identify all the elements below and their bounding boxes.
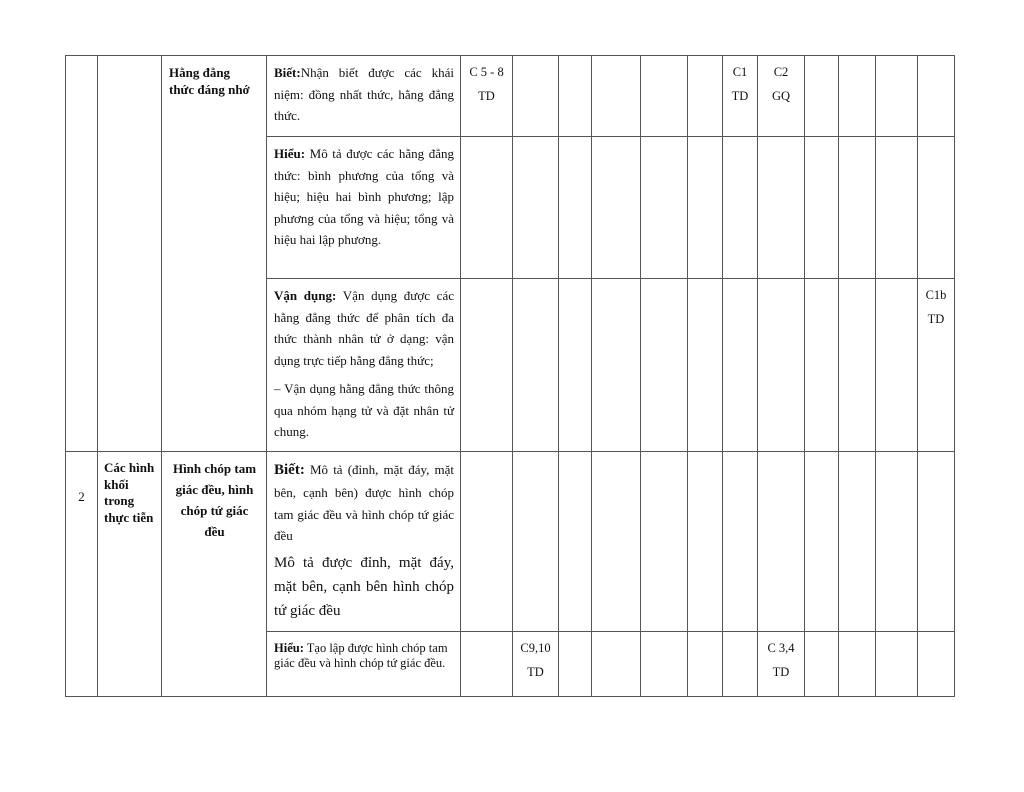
- mark-cell: [461, 452, 513, 632]
- mark-cell: [876, 279, 918, 452]
- topic-cell: [162, 56, 267, 452]
- mark-cell: [758, 632, 805, 697]
- mark-cell: [461, 56, 513, 137]
- chapter-cell: [98, 452, 162, 697]
- mark-type: TD: [731, 89, 749, 103]
- mark-cell: [592, 632, 641, 697]
- mark-cell: [918, 137, 955, 279]
- topic-line-2: thức đáng nhớ: [169, 82, 250, 97]
- content-cell: [267, 137, 461, 279]
- topic-line-1: [169, 64, 260, 81]
- mark-cell: [513, 452, 559, 632]
- mark-type: TD: [478, 89, 495, 103]
- mark-cell: [513, 137, 559, 279]
- content-cell: [267, 279, 461, 452]
- mark-cell: [688, 56, 723, 137]
- row-number-cell: [66, 56, 98, 452]
- chapter-cell: [98, 56, 162, 452]
- chapter-title: Các hình khối trong thực tiễn: [104, 460, 155, 525]
- content-text: Mô tả được các hằng đẳng thức: bình phương của tổng và hiệu; hiệu hai bình phương; lập phương của tổng và hiệu; tổng và hiệu hai lập phương.: [274, 146, 454, 247]
- mark-code: C2: [773, 65, 789, 79]
- mark-cell: [918, 56, 955, 137]
- content-cell: [267, 452, 461, 632]
- content-text-2: – Vận dụng hằng đẳng thức thông qua nhóm hạng tử và đặt nhân tử chung.: [274, 381, 454, 439]
- mark-cell: [876, 452, 918, 632]
- table-row: [66, 56, 955, 137]
- mark-cell: [805, 632, 839, 697]
- row-number: 2: [78, 489, 85, 504]
- mark-cell: [559, 632, 592, 697]
- mark-cell: [758, 137, 805, 279]
- mark-cell: [461, 279, 513, 452]
- mark-cell: [592, 452, 641, 632]
- assessment-matrix-table: [65, 55, 955, 697]
- mark-cell: [592, 56, 641, 137]
- content-cell: [267, 56, 461, 137]
- content-text: Mô tả (đỉnh, mặt đáy, mặt bên, cạnh bên) được hình chóp tam giác đều và hình chóp tứ giác đều: [274, 462, 455, 543]
- mark-cell: [839, 632, 876, 697]
- mark-type: TD: [927, 312, 945, 326]
- mark-cell: [723, 279, 758, 452]
- mark-cell: [641, 279, 688, 452]
- content-text-2: Mô tả được đỉnh, mặt đáy, mặt bên, cạnh bên hình chóp tứ giác đều: [274, 554, 454, 619]
- mark-cell: [723, 632, 758, 697]
- level-label: Hiểu:: [274, 641, 304, 655]
- mark-cell: [641, 632, 688, 697]
- mark-cell: [688, 632, 723, 697]
- mark-cell: [688, 452, 723, 632]
- mark-code: C 5 - 8: [469, 65, 504, 79]
- mark-cell: [876, 137, 918, 279]
- mark-cell: [461, 632, 513, 697]
- level-label: Biết:: [274, 65, 301, 80]
- mark-type: GQ: [771, 89, 791, 103]
- mark-cell: [559, 137, 592, 279]
- level-label: Hiểu:: [274, 146, 306, 161]
- mark-cell: [641, 137, 688, 279]
- mark-cell: [559, 56, 592, 137]
- mark-cell: [805, 56, 839, 137]
- mark-type: TD: [772, 665, 790, 679]
- mark-cell: [559, 279, 592, 452]
- topic-cell: [162, 452, 267, 697]
- mark-cell: [839, 56, 876, 137]
- mark-cell: [876, 632, 918, 697]
- mark-cell: [641, 452, 688, 632]
- mark-cell: [592, 137, 641, 279]
- mark-cell: [839, 137, 876, 279]
- mark-cell: [592, 279, 641, 452]
- level-label: Biết:: [274, 462, 305, 478]
- content-cell: [267, 632, 461, 697]
- mark-cell: [513, 632, 559, 697]
- mark-cell: [758, 56, 805, 137]
- table-row: [66, 452, 955, 632]
- mark-type: TD: [527, 665, 544, 679]
- mark-cell: [805, 452, 839, 632]
- mark-cell: [839, 452, 876, 632]
- mark-code: C9,10: [520, 641, 551, 655]
- mark-code: C1b: [925, 288, 947, 302]
- mark-code: C 3,4: [767, 641, 795, 655]
- content-text: Vận dụng được các hằng đẳng thức để phân tích đa thức thành nhân tử ở dạng: vận dụng trực tiếp hằng đẳng thức;: [274, 288, 454, 368]
- mark-cell: [758, 452, 805, 632]
- topic-line-1-text: Hằng đẳng: [169, 65, 231, 80]
- mark-cell: [513, 279, 559, 452]
- mark-cell: [758, 279, 805, 452]
- mark-cell: [805, 137, 839, 279]
- content-text: Tạo lập được hình chóp tam giác đều và hình chóp tứ giác đều.: [274, 641, 448, 670]
- mark-cell: [876, 56, 918, 137]
- mark-cell: [918, 632, 955, 697]
- mark-cell: [839, 279, 876, 452]
- mark-cell: [461, 137, 513, 279]
- mark-cell: [688, 137, 723, 279]
- mark-cell: [918, 452, 955, 632]
- mark-cell: [723, 452, 758, 632]
- topic-title: Hình chóp tam giác đều, hình chóp tứ giác đều: [172, 461, 257, 539]
- level-label: Vận dụng:: [274, 288, 337, 303]
- mark-code: C1: [732, 65, 748, 79]
- mark-cell: [641, 56, 688, 137]
- content-text: Nhận biết được các khái niệm: đồng nhất thức, hằng đẳng thức.: [274, 65, 454, 123]
- row-number-cell: [66, 452, 98, 697]
- mark-cell: [513, 56, 559, 137]
- mark-cell: [918, 279, 955, 452]
- mark-cell: [805, 279, 839, 452]
- mark-cell: [723, 137, 758, 279]
- mark-cell: [723, 56, 758, 137]
- mark-cell: [688, 279, 723, 452]
- mark-cell: [559, 452, 592, 632]
